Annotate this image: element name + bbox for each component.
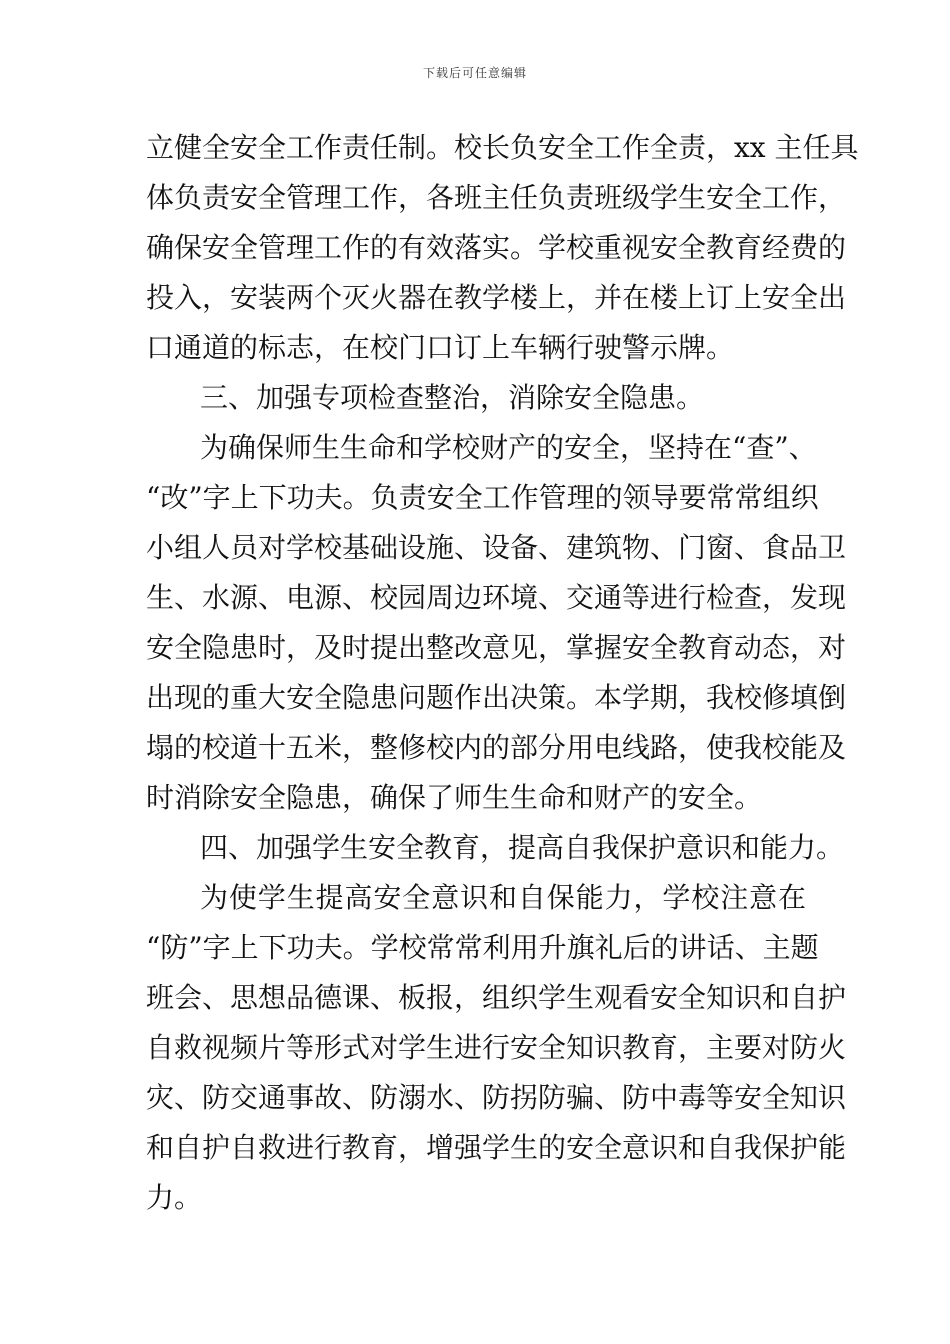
text-line: 时消除安全隐患，确保了师生生命和财产的安全。 bbox=[146, 781, 763, 814]
text-line: 和自护自救进行教育，增强学生的安全意识和自我保护能 bbox=[146, 1131, 847, 1164]
text-line: 灾、防交通事故、防溺水、防拐防骗、防中毒等安全知识 bbox=[146, 1081, 847, 1114]
text-line: 自救视频片等形式对学生进行安全知识教育，主要对防火 bbox=[146, 1031, 847, 1064]
section-heading: 四、加强学生安全教育，提高自我保护意识和能力。 bbox=[200, 831, 845, 864]
text-line: 为使学生提高安全意识和自保能力，学校注意在 bbox=[200, 881, 806, 914]
text-line: 塌的校道十五米，整修校内的部分用电线路，使我校能及 bbox=[146, 731, 847, 764]
text-line: 体负责安全管理工作，各班主任负责班级学生安全工作， bbox=[146, 181, 847, 214]
text-line: 为确保师生生命和学校财产的安全，坚持在“查”、 bbox=[200, 431, 817, 464]
text-line: 安全隐患时，及时提出整改意见，掌握安全教育动态，对 bbox=[146, 631, 847, 664]
text-line: 出现的重大安全隐患问题作出决策。本学期，我校修填倒 bbox=[146, 681, 847, 714]
page-header: 下载后可任意编辑 bbox=[422, 66, 527, 80]
text-line: “改”字上下功夫。负责安全工作管理的领导要常常组织 bbox=[146, 481, 819, 514]
text-line: 班会、思想品德课、板报，组织学生观看安全知识和自护 bbox=[146, 981, 847, 1014]
text-line: 小组人员对学校基础设施、设备、建筑物、门窗、食品卫 bbox=[146, 531, 847, 564]
text-line: 投入，安装两个灭火器在教学楼上，并在楼上订上安全出 bbox=[146, 281, 847, 314]
text-line: 口通道的标志，在校门口订上车辆行驶警示牌。 bbox=[146, 331, 735, 364]
section-heading: 三、加强专项检查整治，消除安全隐患。 bbox=[200, 381, 705, 414]
text-line: 生、水源、电源、校园周边环境、交通等进行检查，发现 bbox=[146, 581, 847, 614]
text-line: 确保安全管理工作的有效落实。学校重视安全教育经费的 bbox=[146, 231, 847, 264]
text-line: 立健全安全工作责任制。校长负安全工作全责，xx 主任具 bbox=[146, 131, 859, 164]
text-line: 力。 bbox=[146, 1181, 203, 1214]
text-line: “防”字上下功夫。学校常常利用升旗礼后的讲话、主题 bbox=[146, 931, 819, 964]
